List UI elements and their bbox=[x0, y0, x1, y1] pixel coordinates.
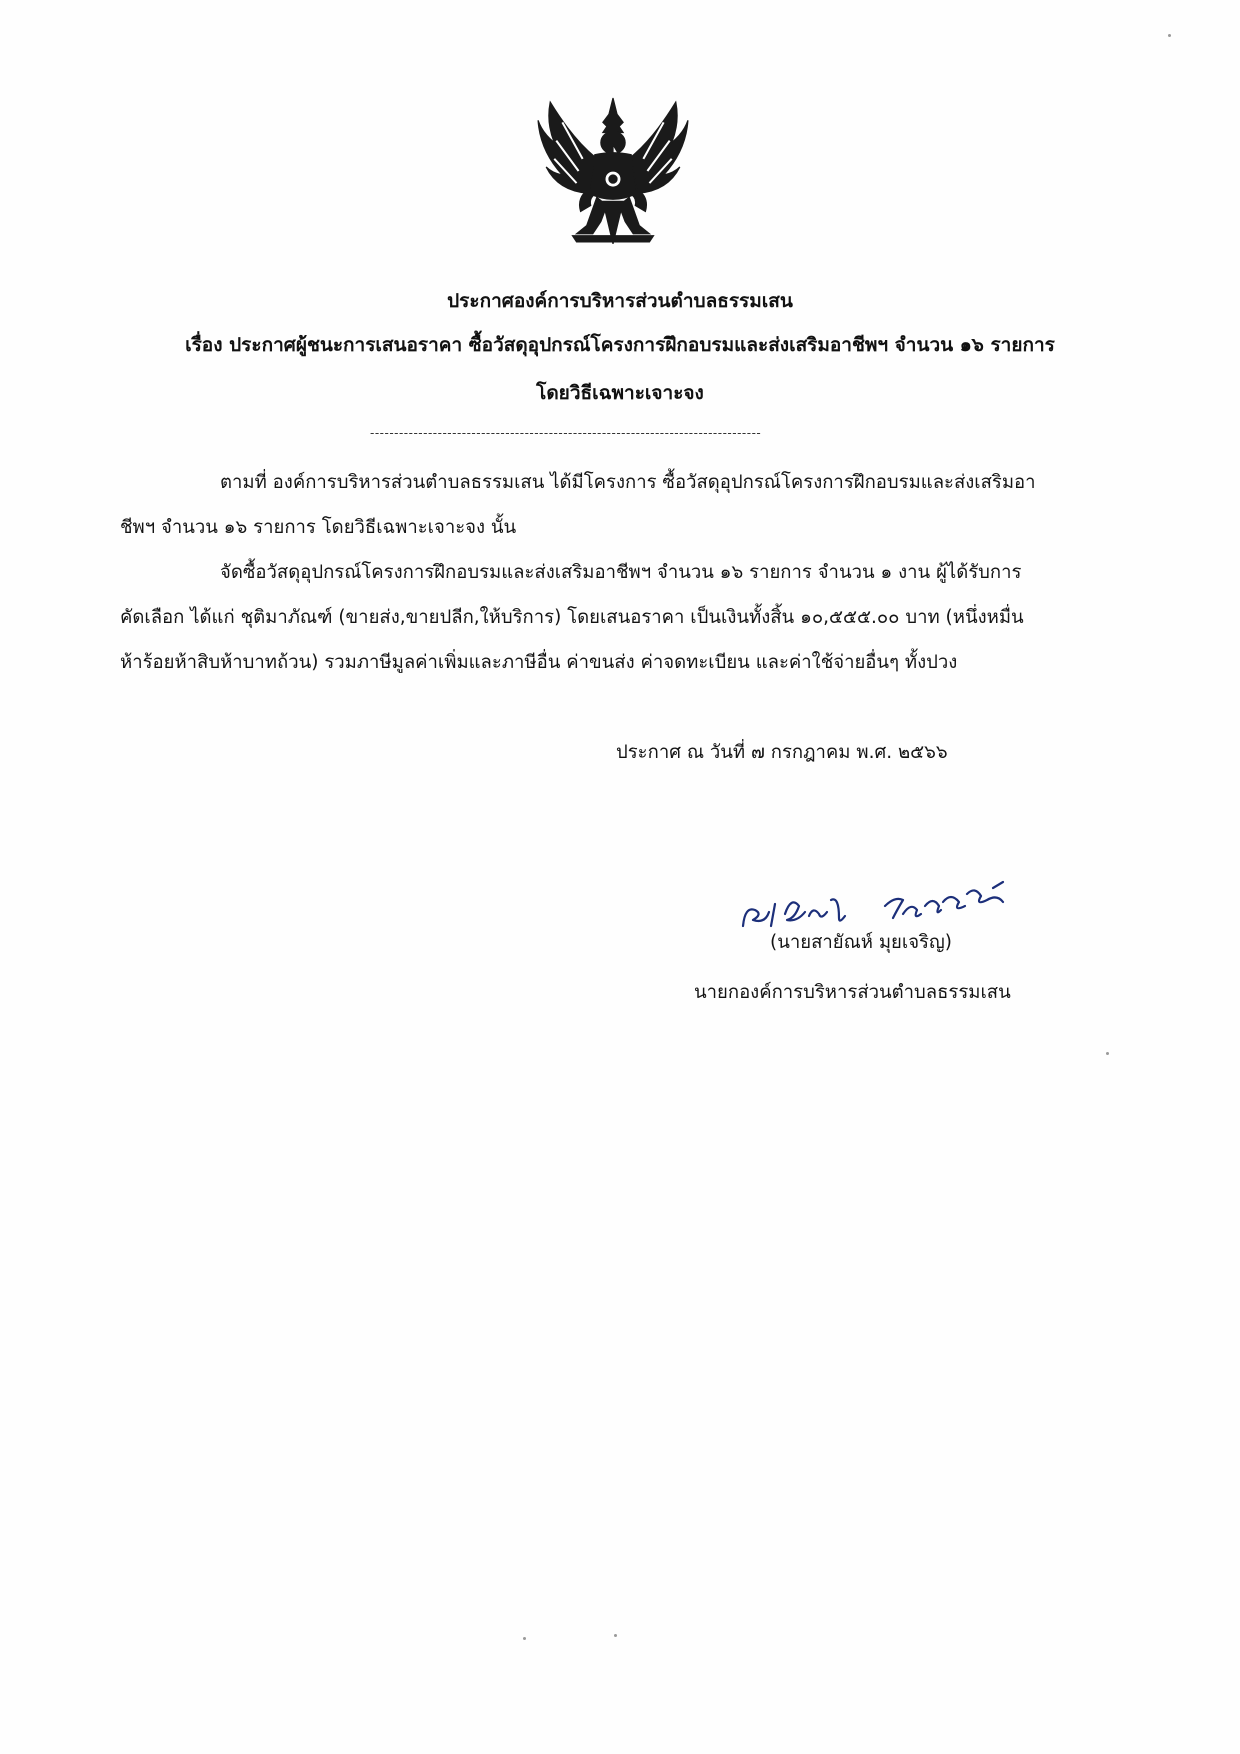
announcement-method: โดยวิธีเฉพาะเจาะจง bbox=[536, 382, 704, 404]
signatory-name: (นายสายัณห์ มุยเจริญ) bbox=[770, 932, 952, 953]
paragraph-line: ตามที่ องค์การบริหารส่วนตำบลธรรมเสน ได้มีโครงการ ซื้อวัสดุอุปกรณ์โครงการฝึกอบรมและส่งเสริมอา bbox=[220, 472, 1036, 493]
paragraph-line: คัดเลือก ได้แก่ ชุติมาภัณฑ์ (ขายส่ง,ขายปลีก,ให้บริการ) โดยเสนอราคา เป็นเงินทั้งสิ้น ๑๐,๕๕๕.๐๐ บาท (หนึ่งหมื่น bbox=[120, 607, 1024, 628]
scan-speck bbox=[614, 1634, 617, 1637]
announcement-date: ประกาศ ณ วันที่ ๗ กรกฎาคม พ.ศ. ๒๕๖๖ bbox=[616, 742, 948, 763]
scan-speck bbox=[523, 1637, 526, 1640]
paragraph-line: ชีพฯ จำนวน ๑๖ รายการ โดยวิธีเฉพาะเจาะจง นั้น bbox=[120, 517, 517, 538]
scan-speck bbox=[1106, 1052, 1109, 1055]
garuda-emblem-icon bbox=[532, 92, 694, 254]
body-paragraph-2 bbox=[120, 550, 1125, 685]
paragraph-line: ห้าร้อยห้าสิบห้าบาทถ้วน) รวมภาษีมูลค่าเพิ่มและภาษีอื่น ค่าขนส่ง ค่าจดทะเบียน และค่าใช้จ่ายอื่นๆ ทั้งปวง bbox=[120, 652, 958, 673]
handwritten-signature bbox=[735, 866, 1025, 936]
separator-line: --------------------------------------------------------------------------------- bbox=[370, 426, 762, 440]
announcement-title: ประกาศองค์การบริหารส่วนตำบลธรรมเสน bbox=[447, 290, 793, 312]
body-paragraph-1 bbox=[120, 460, 1125, 550]
paragraph-line: จัดซื้อวัสดุอุปกรณ์โครงการฝึกอบรมและส่งเสริมอาชีพฯ จำนวน ๑๖ รายการ จำนวน ๑ งาน ผู้ได้รับการ bbox=[220, 562, 1022, 583]
signatory-position: นายกองค์การบริหารส่วนตำบลธรรมเสน bbox=[694, 982, 1011, 1003]
announcement-subject: เรื่อง ประกาศผู้ชนะการเสนอราคา ซื้อวัสดุอุปกรณ์โครงการฝึกอบรมและส่งเสริมอาชีพฯ จำนวน ๑๖ รายการ bbox=[185, 334, 1055, 356]
scan-speck bbox=[1168, 34, 1171, 37]
